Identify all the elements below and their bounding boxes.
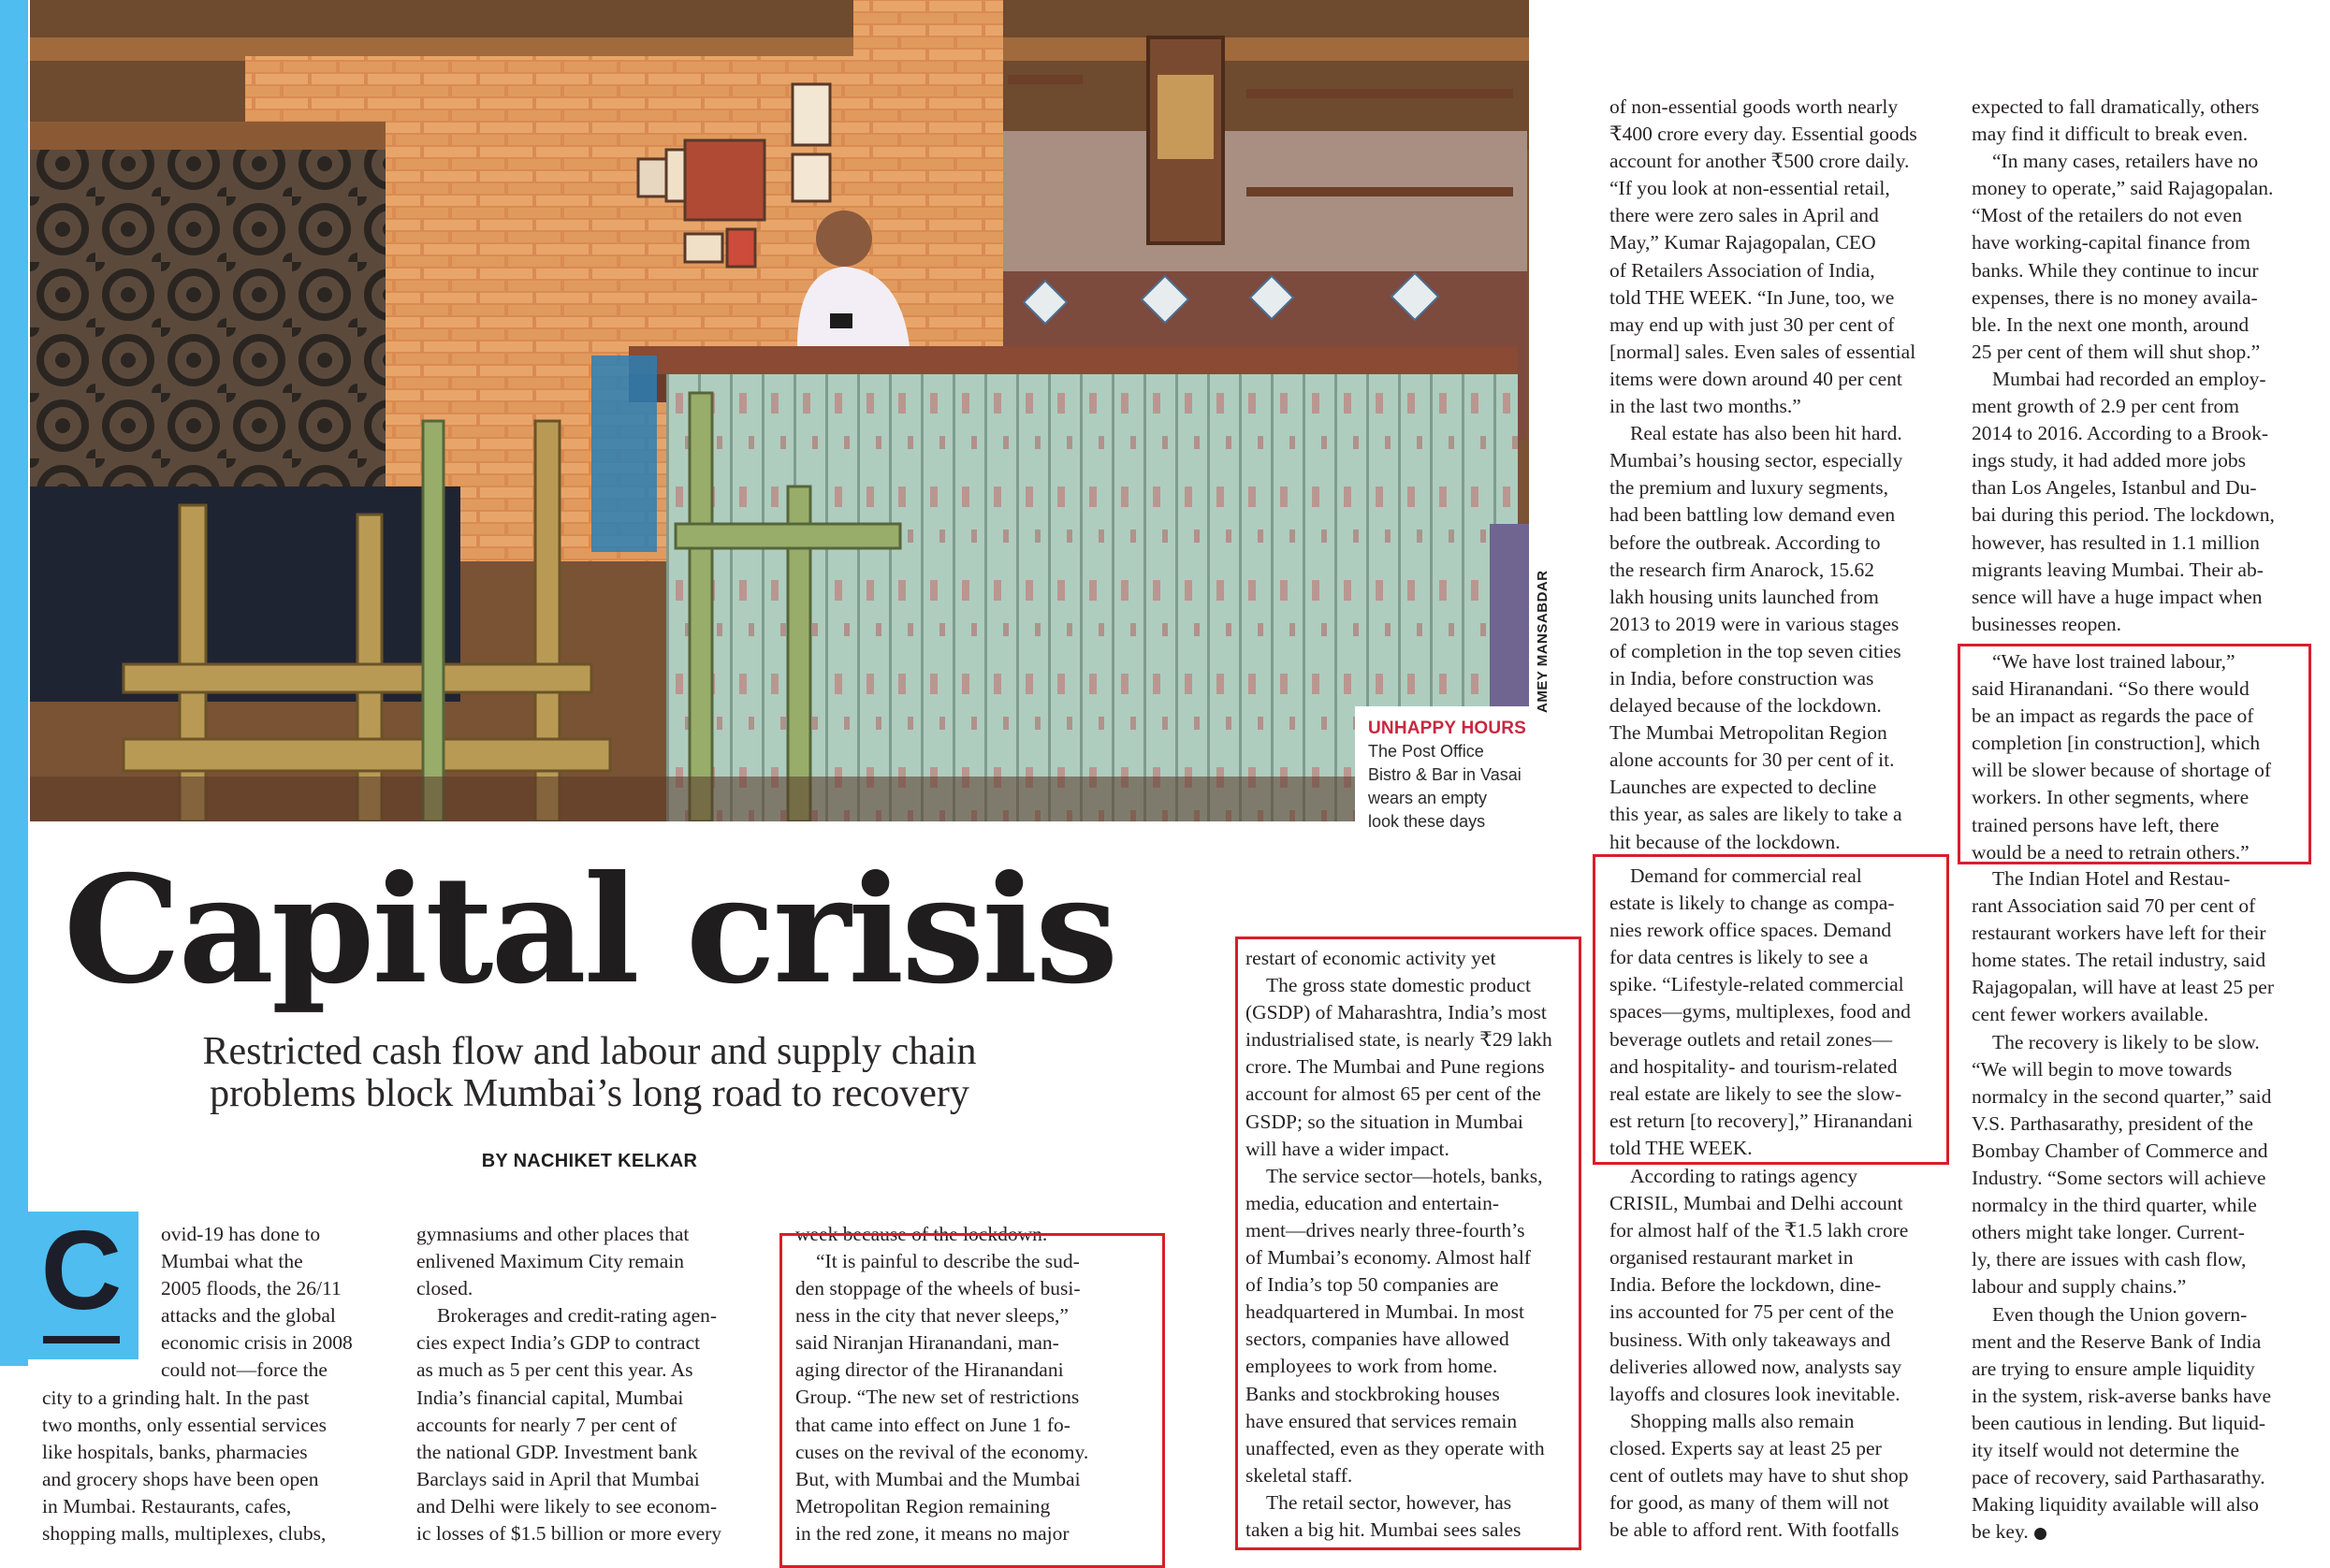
text-line: real estate are likely to see the slow-: [1609, 1082, 1902, 1105]
text-line: week because of the lockdown.: [795, 1223, 1048, 1245]
headline: Capital crisis: [63, 844, 1116, 1017]
caption-line: Bistro & Bar in Vasai: [1368, 765, 1522, 784]
text-line: Bombay Chamber of Commerce and: [1972, 1139, 2268, 1162]
text-line: businesses reopen.: [1972, 612, 2122, 635]
text-line: of Mumbai’s economy. Almost half: [1245, 1246, 1531, 1270]
text-line: attacks and the global: [161, 1304, 336, 1328]
text-line: said Niranjan Hiranandani, man-: [795, 1331, 1059, 1355]
text-line: Brokerages and credit-rating agen-: [437, 1304, 718, 1328]
column-2: [416, 1221, 763, 1547]
text-line: Industry. “Some sectors will achieve: [1972, 1167, 2266, 1190]
text-line: shopping malls, multiplexes, clubs,: [42, 1522, 327, 1546]
text-line: trained persons have left, there: [1972, 813, 2220, 836]
text-line: organised restaurant market in: [1609, 1246, 1854, 1270]
column-6-highlight: [1972, 648, 2318, 866]
text-line: The gross state domestic product: [1266, 974, 1532, 997]
caption-title: UNHAPPY HOURS: [1368, 719, 1527, 738]
text-line: banks. While they continue to incur: [1972, 258, 2259, 282]
text-line: delayed because of the lockdown.: [1609, 694, 1882, 718]
text-line: alone accounts for 30 per cent of it.: [1609, 748, 1895, 772]
text-line: in the system, risk-averse banks have: [1972, 1384, 2272, 1407]
text-line: cent fewer workers available.: [1972, 1003, 2209, 1026]
text-line: [normal] sales. Even sales of essential: [1609, 340, 1916, 363]
text-line: Mumbai’s housing sector, especially: [1609, 449, 1903, 472]
drop-cap-letter: C: [40, 1208, 123, 1333]
text-line: are trying to ensure ample liquidity: [1972, 1357, 2255, 1380]
text-line: cent of outlets may have to shut shop: [1609, 1464, 1909, 1488]
text-line: said Hiranandani. “So there would: [1972, 677, 2250, 701]
text-line: closed. Experts say at least 25 per: [1609, 1436, 1882, 1459]
text-line: Group. “The new set of restrictions: [795, 1386, 1080, 1409]
text-line: have working-capital finance from: [1972, 231, 2250, 254]
text-line: cies expect India’s GDP to contract: [416, 1331, 701, 1355]
text-line: “We will begin to move towards: [1972, 1057, 2233, 1081]
text-line: Launches are expected to decline: [1609, 776, 1877, 799]
text-line: account for another ₹500 crore daily.: [1609, 150, 1910, 173]
article-photo: [30, 0, 1529, 821]
text-line: accounts for nearly 7 per cent of: [416, 1413, 677, 1436]
text-line: and hospitality- and tourism-related: [1609, 1054, 1898, 1078]
text-line: May,” Kumar Rajagopalan, CEO: [1609, 231, 1876, 254]
text-line: employees to work from home.: [1245, 1355, 1498, 1378]
text-line: ness in the city that never sleeps,”: [795, 1304, 1069, 1328]
text-line: the premium and luxury segments,: [1609, 476, 1888, 500]
text-line: in India, before construction was: [1609, 666, 1874, 690]
text-line: ment—drives nearly three-fourth’s: [1245, 1218, 1525, 1241]
text-line: Real estate has also been hit hard.: [1630, 422, 1902, 445]
text-line: business. With only takeaways and: [1609, 1328, 1891, 1351]
text-line: home states. The retail industry, said: [1972, 949, 2266, 972]
text-line: closed.: [416, 1277, 473, 1300]
text-line: ovid-19 has done to: [161, 1223, 321, 1245]
text-line: told THE WEEK. “In June, too, we: [1609, 285, 1895, 309]
text-line: city to a grinding halt. In the past: [42, 1387, 310, 1409]
column-1: [42, 1385, 388, 1548]
text-line: Mumbai had recorded an employ-: [1992, 367, 2266, 390]
text-line: ly, there are issues with cash flow,: [1972, 1248, 2247, 1271]
text-line: layoffs and closures look inevitable.: [1609, 1382, 1900, 1405]
text-line: of completion in the top seven cities: [1609, 639, 1901, 662]
text-line: enlivened Maximum City remain: [416, 1250, 685, 1273]
text-line: and grocery shops have been open: [42, 1468, 319, 1491]
text-line: “In many cases, retailers have no: [1992, 150, 2259, 173]
text-line: spike. “Lifestyle-related commercial: [1609, 973, 1904, 996]
column-3-highlight: [795, 1248, 1151, 1547]
text-line: labour and supply chains.”: [1972, 1275, 2187, 1299]
text-line: for data centres is likely to see a: [1609, 946, 1869, 969]
text-line: “We have lost trained labour,”: [1992, 650, 2235, 673]
text-line: 2013 to 2019 were in various stages: [1609, 612, 1900, 635]
text-line: [1972, 1518, 2318, 1546]
text-line: industrialised state, is nearly ₹29 lakh: [1245, 1028, 1552, 1052]
text-line: completion [in construction], which: [1972, 732, 2261, 755]
caption-line: The Post Office: [1368, 742, 1484, 761]
text-line: 25 per cent of them will shut shop.”: [1972, 340, 2261, 363]
text-line: unaffected, even as they operate with: [1245, 1436, 1545, 1459]
text-line: sectors, companies have allowed: [1245, 1328, 1509, 1351]
text-line: ic losses of $1.5 billion or more every: [416, 1522, 722, 1546]
text-line: that came into effect on June 1 fo-: [795, 1413, 1070, 1436]
column-1-wrap: [161, 1221, 386, 1385]
text-line: there were zero sales in April and: [1609, 204, 1879, 227]
text-line: the national GDP. Investment bank: [416, 1440, 698, 1463]
deck-line: Restricted cash flow and labour and supply chain: [202, 1030, 977, 1073]
text-line: restart of economic activity yet: [1245, 947, 1496, 969]
text-line: But, with Mumbai and the Mumbai: [795, 1467, 1081, 1490]
column-5-bottom: [1609, 1163, 1956, 1544]
text-line: others might take longer. Current-: [1972, 1221, 2245, 1244]
text-line: headquartered in Mumbai. In most: [1245, 1300, 1524, 1324]
text-line: account for almost 65 per cent of the: [1245, 1082, 1541, 1106]
text-line: The recovery is likely to be slow.: [1992, 1030, 2260, 1053]
text-line: India’s financial capital, Mumbai: [416, 1386, 684, 1409]
text-line: had been battling low demand even: [1609, 503, 1896, 527]
text-line: have ensured that services remain: [1245, 1409, 1518, 1432]
text-line: before the outbreak. According to: [1609, 530, 1881, 554]
text-line: of non-essential goods worth nearly: [1609, 95, 1899, 118]
text-line: ment growth of 2.9 per cent from: [1972, 395, 2239, 418]
text-line: two months, only essential services: [42, 1414, 327, 1437]
text-line: than Los Angeles, Istanbul and Du-: [1972, 476, 2257, 500]
text-line: of India’s top 50 companies are: [1245, 1273, 1499, 1297]
column-6-bottom: [1972, 865, 2318, 1546]
text-line: Metropolitan Region remaining: [795, 1494, 1051, 1517]
end-of-article-icon: [2034, 1528, 2046, 1540]
text-line: restaurant workers have left for their: [1972, 922, 2266, 945]
text-line: nies rework office spaces. Demand: [1609, 919, 1892, 942]
text-line: Even though the Union govern-: [1992, 1302, 2248, 1326]
deck: [94, 1031, 1085, 1115]
text-line: “If you look at non-essential retail,: [1609, 177, 1890, 200]
text-line: media, education and entertain-: [1245, 1191, 1500, 1214]
photo-credit: [1535, 570, 1557, 713]
text-line: workers. In other segments, where: [1972, 786, 2250, 809]
text-line: Banks and stockbroking houses: [1245, 1382, 1500, 1405]
text-line: The service sector—hotels, banks,: [1266, 1164, 1543, 1187]
text-line: Mumbai what the: [161, 1250, 303, 1273]
text-line: ings study, it had added more jobs: [1972, 449, 2247, 472]
text-line: will be slower because of shortage of: [1972, 759, 2272, 782]
caption-line: wears an empty: [1368, 789, 1488, 807]
drop-cap-underline: [43, 1336, 120, 1343]
text-line: deliveries allowed now, analysts say: [1609, 1355, 1902, 1378]
text-line: could not—force the: [161, 1358, 328, 1382]
text-line: ₹400 crore every day. Essential goods: [1609, 123, 1917, 146]
text-line: Making liquidity available will also: [1972, 1493, 2259, 1517]
text-line: Rajagopalan, will have at least 25 per: [1972, 976, 2274, 999]
text-line: “It is painful to describe the sud-: [816, 1250, 1080, 1272]
text-line: be able to afford rent. With footfalls: [1609, 1518, 1900, 1542]
text-line: may find it difficult to break even.: [1972, 123, 2249, 146]
text-line: items were down around 40 per cent: [1609, 367, 1902, 390]
text-line: normalcy in the third quarter, while: [1972, 1194, 2257, 1217]
text-line: bai during this period. The lockdown,: [1972, 503, 2275, 527]
text-line: in the red zone, it means no major: [795, 1521, 1070, 1545]
photo-caption: [1355, 706, 1531, 837]
text-line: The retail sector, however, has: [1266, 1490, 1512, 1514]
text-line: The Mumbai Metropolitan Region: [1609, 721, 1887, 745]
text-line: for almost half of the ₹1.5 lakh crore: [1609, 1219, 1909, 1242]
text-line: as much as 5 per cent this year. As: [416, 1358, 693, 1382]
text-line: ins accounted for 75 per cent of the: [1609, 1300, 1894, 1324]
text-line: would be a need to retrain others.”: [1972, 840, 2250, 864]
text-line: ment and the Reserve Bank of India: [1972, 1329, 2262, 1353]
text-line: (GSDP) of Maharashtra, India’s most: [1245, 1001, 1547, 1024]
column-5: [1609, 94, 1956, 856]
text-line: aging director of the Hiranandani: [795, 1358, 1064, 1382]
text-line: normalcy in the second quarter,” said: [1972, 1084, 2272, 1108]
text-line: crore. The Mumbai and Pune regions: [1245, 1055, 1545, 1079]
blue-accent-strip: [0, 0, 28, 1366]
text-line: est return [to recovery],” Hiranandani: [1609, 1109, 1914, 1132]
byline: BY NACHIKET KELKAR: [481, 1151, 698, 1171]
text-line: of Retailers Association of India,: [1609, 258, 1875, 282]
text-line: and Delhi were likely to see econom-: [416, 1494, 718, 1517]
text-line: estate is likely to change as compa-: [1609, 892, 1895, 915]
text-line: cuses on the revival of the economy.: [795, 1440, 1089, 1463]
text-line: The Indian Hotel and Restau-: [1992, 867, 2231, 890]
text-line: skeletal staff.: [1245, 1463, 1353, 1487]
column-4-highlight: [1245, 945, 1578, 1544]
text-line: however, has resulted in 1.1 million: [1972, 530, 2260, 554]
text-line: the research firm Anarock, 15.62: [1609, 558, 1874, 581]
text-line: 2005 floods, the 26/11: [161, 1277, 342, 1300]
text-line: ble. In the next one month, around: [1972, 312, 2250, 336]
text-line: may end up with just 30 per cent of: [1609, 312, 1895, 336]
deck-line: problems block Mumbai’s long road to recovery: [210, 1072, 969, 1115]
text-line: CRISIL, Mumbai and Delhi account: [1609, 1192, 1903, 1215]
text-line: India. Before the lockdown, dine-: [1609, 1273, 1882, 1297]
text-line: expected to fall dramatically, others: [1972, 95, 2260, 118]
photo-credit-text: AMEY MANSABDAR: [1535, 570, 1551, 713]
text-line: hit because of the lockdown.: [1609, 830, 1841, 853]
text-line: for good, as many of them will not: [1609, 1491, 1889, 1515]
bar-interior-photo: [30, 0, 1529, 821]
text-line: gymnasiums and other places that: [416, 1223, 690, 1245]
text-line: expenses, there is no money availa-: [1972, 285, 2258, 309]
text-line: in Mumbai. Restaurants, cafes,: [42, 1495, 292, 1518]
text-line: Barclays said in April that Mumbai: [416, 1467, 700, 1490]
text-line: economic crisis in 2008: [161, 1331, 353, 1355]
text-line: pace of recovery, said Parthasarathy.: [1972, 1466, 2265, 1489]
text-line: ity itself would not determine the: [1972, 1438, 2240, 1461]
text-line: this year, as sales are likely to take a: [1609, 803, 1902, 826]
text-line: sence will have a huge impact when: [1972, 585, 2263, 608]
text-line: Shopping malls also remain: [1630, 1409, 1855, 1432]
text-line: rant Association said 70 per cent of: [1972, 894, 2256, 918]
text-line: like hospitals, banks, pharmacies: [42, 1441, 308, 1464]
caption-line: look these days: [1368, 812, 1486, 831]
text-line-end: be key.: [1972, 1520, 2029, 1544]
text-line: money to operate,” said Rajagopalan.: [1972, 177, 2274, 200]
text-line: migrants leaving Mumbai. Their ab-: [1972, 558, 2264, 581]
text-line: GSDP; so the situation in Mumbai: [1245, 1110, 1523, 1133]
text-line: “Most of the retailers do not even: [1972, 204, 2242, 227]
text-line: Demand for commercial real: [1630, 864, 1862, 887]
text-line: According to ratings agency: [1630, 1165, 1857, 1187]
text-line: in the last two months.”: [1609, 395, 1801, 418]
column-5-highlight: [1609, 863, 1956, 1162]
text-line: beverage outlets and retail zones—: [1609, 1027, 1893, 1051]
text-line: taken a big hit. Mumbai sees sales: [1245, 1517, 1522, 1541]
text-line: spaces—gyms, multiplexes, food and: [1609, 1000, 1911, 1024]
text-line: will have a wider impact.: [1245, 1137, 1449, 1160]
text-line: 2014 to 2016. According to a Brook-: [1972, 422, 2269, 445]
text-line: told THE WEEK.: [1609, 1136, 1753, 1159]
text-line: been cautious in lending. But liquid-: [1972, 1411, 2266, 1434]
text-line: V.S. Parthasarathy, president of the: [1972, 1111, 2253, 1135]
text-line: den stoppage of the wheels of busi-: [795, 1277, 1081, 1300]
column-6: [1972, 94, 2318, 638]
text-line: be an impact as regards the pace of: [1972, 704, 2254, 728]
text-line: lakh housing units launched from: [1609, 585, 1879, 608]
